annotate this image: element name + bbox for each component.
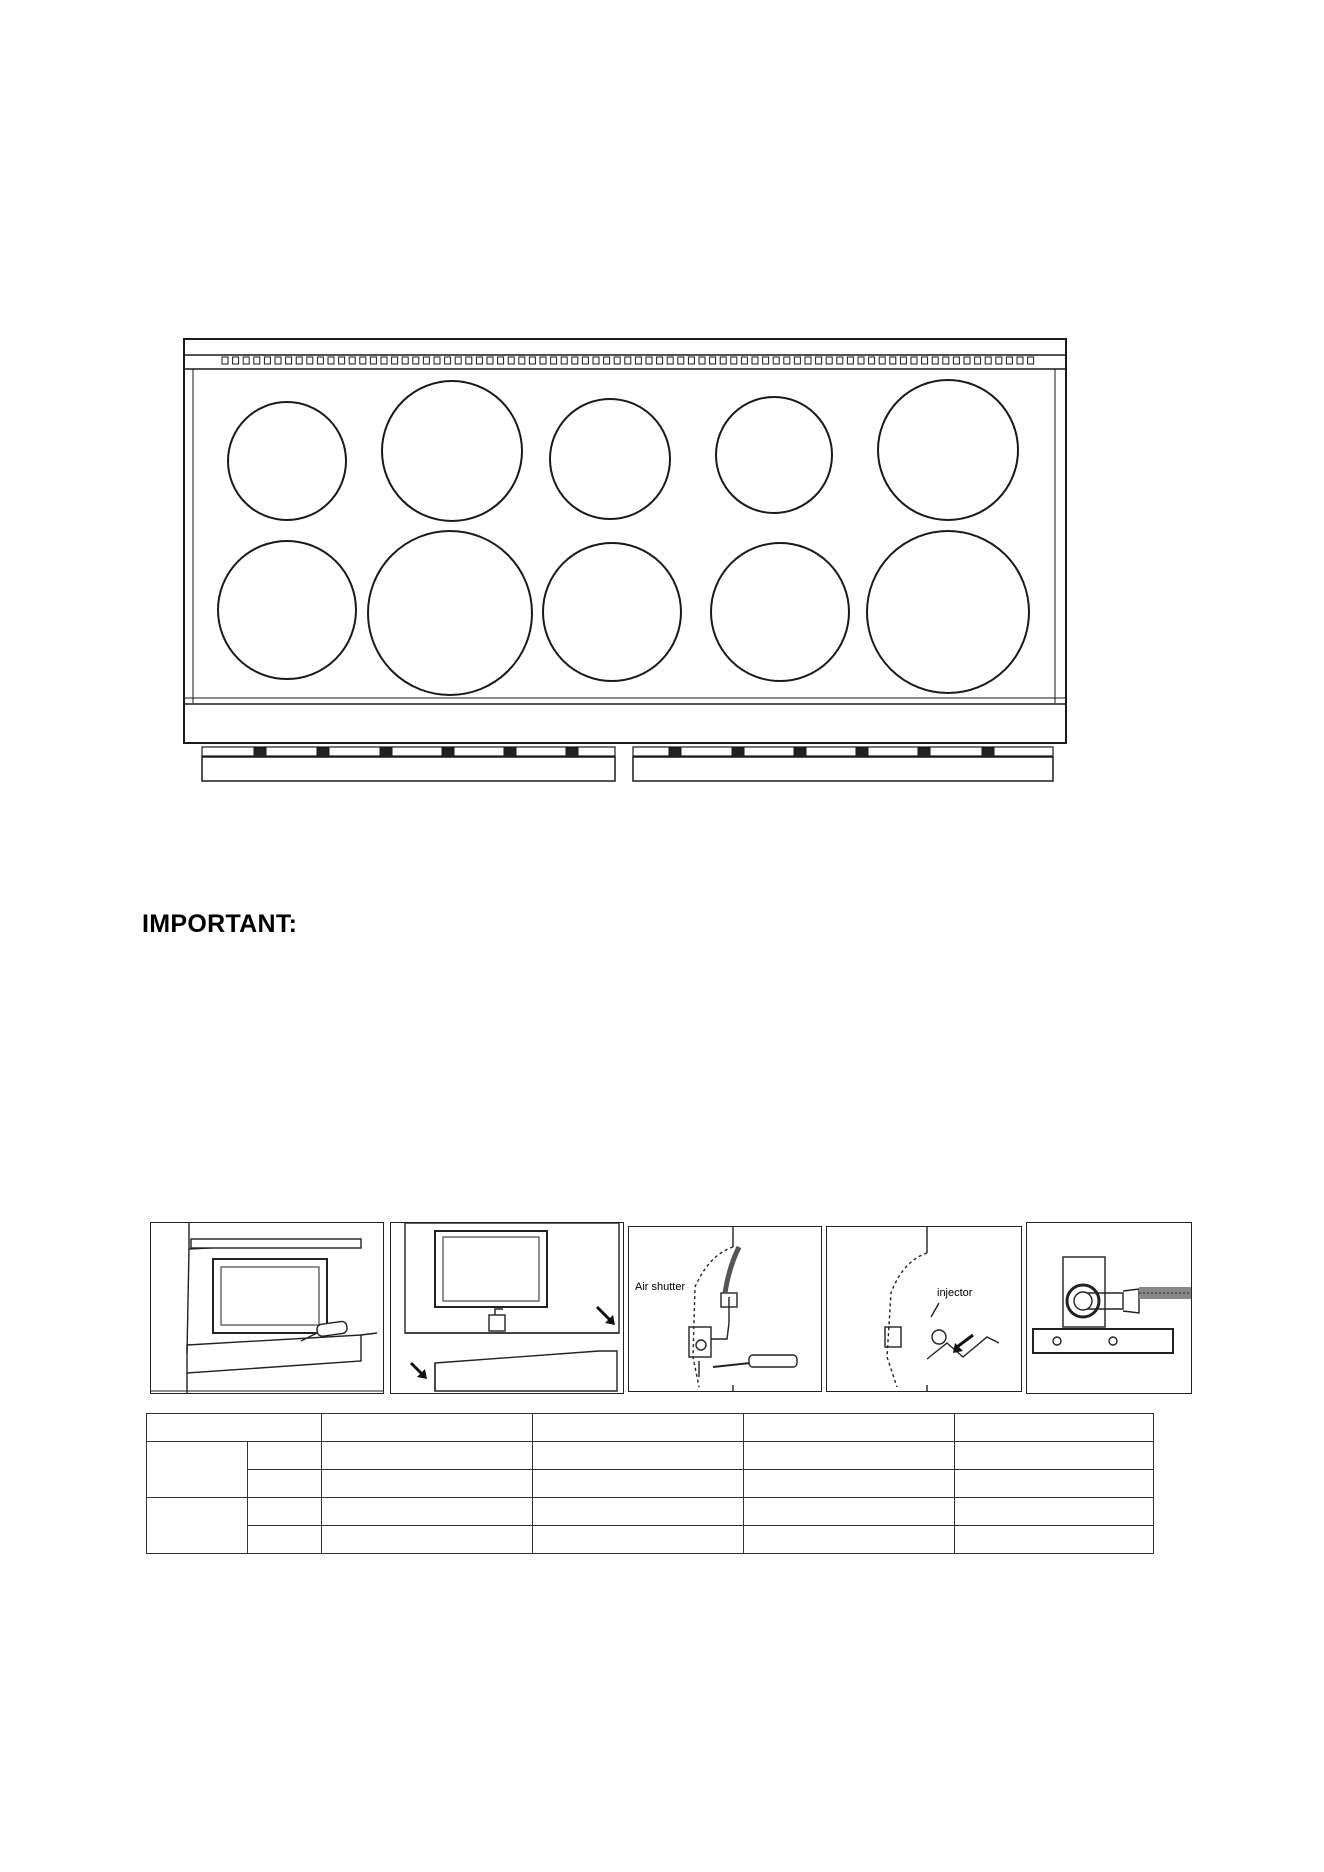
vent-slot xyxy=(222,357,228,364)
step-panel-air-shutter xyxy=(628,1226,822,1392)
table-cell xyxy=(955,1470,1154,1498)
table-row xyxy=(147,1526,1154,1554)
vent-slot xyxy=(349,357,355,364)
vent-slot xyxy=(869,357,875,364)
vent-slot xyxy=(328,357,334,364)
vent-slot xyxy=(604,357,610,364)
vent-slot xyxy=(498,357,504,364)
vent-slot xyxy=(964,357,970,364)
vent-slot xyxy=(625,357,631,364)
table-cell xyxy=(955,1414,1154,1442)
table-cell xyxy=(744,1442,955,1470)
vent-slot xyxy=(445,357,451,364)
burner-circle xyxy=(218,541,356,679)
vent-slot xyxy=(847,357,853,364)
vent-slot xyxy=(688,357,694,364)
vent-slot xyxy=(890,357,896,364)
table-cell xyxy=(744,1470,955,1498)
vent-slot xyxy=(678,357,684,364)
burner-circle xyxy=(711,543,849,681)
vent-slot xyxy=(466,357,472,364)
vent-slot xyxy=(434,357,440,364)
table-cell xyxy=(248,1526,322,1554)
vent-slot xyxy=(826,357,832,364)
knob xyxy=(794,748,806,757)
vent-slot xyxy=(413,357,419,364)
vent-slot xyxy=(720,357,726,364)
vent-slot xyxy=(296,357,302,364)
vent-slot xyxy=(996,357,1002,364)
knob xyxy=(317,748,329,757)
knob xyxy=(504,748,516,757)
table-row xyxy=(147,1442,1154,1470)
vent-slot xyxy=(243,357,249,364)
vent-slot xyxy=(794,357,800,364)
vent-slot xyxy=(614,357,620,364)
vent-slot xyxy=(731,357,737,364)
burner-circle xyxy=(228,402,346,520)
table-cell xyxy=(955,1526,1154,1554)
table-cell xyxy=(533,1470,744,1498)
vent-slot xyxy=(540,357,546,364)
vent-slot xyxy=(635,357,641,364)
vent-slot xyxy=(582,357,588,364)
table-cell xyxy=(533,1414,744,1442)
table-cell xyxy=(533,1526,744,1554)
table-cell xyxy=(322,1498,533,1526)
vent-slot xyxy=(360,357,366,364)
vent-slot xyxy=(985,357,991,364)
vent-slot xyxy=(879,357,885,364)
vent-slot xyxy=(402,357,408,364)
vent-slot xyxy=(657,357,663,364)
table-cell xyxy=(955,1498,1154,1526)
table-cell xyxy=(744,1498,955,1526)
step-panel-drawer-screw xyxy=(150,1222,384,1394)
table-cell xyxy=(322,1442,533,1470)
table-cell xyxy=(322,1414,533,1442)
vent-slot xyxy=(932,357,938,364)
burner-circle xyxy=(867,531,1029,693)
burner-circle xyxy=(382,381,522,521)
vent-slot xyxy=(233,357,239,364)
vent-slot xyxy=(805,357,811,364)
vent-slot xyxy=(858,357,864,364)
injector-label: injector xyxy=(937,1287,973,1299)
table-cell xyxy=(322,1470,533,1498)
burner-circle xyxy=(368,531,532,695)
vent-slot xyxy=(455,357,461,364)
vent-slot xyxy=(370,357,376,364)
vent-slot xyxy=(392,357,398,364)
vent-slot xyxy=(381,357,387,364)
vent-slot xyxy=(943,357,949,364)
table-row xyxy=(147,1470,1154,1498)
vent-slot xyxy=(699,357,705,364)
step-panel-drawer-removal xyxy=(390,1222,624,1394)
knob xyxy=(669,748,681,757)
vent-slot xyxy=(752,357,758,364)
vent-slot xyxy=(508,357,514,364)
vent-slot xyxy=(307,357,313,364)
table-cell xyxy=(533,1498,744,1526)
knob xyxy=(982,748,994,757)
vent-slot xyxy=(264,357,270,364)
vent-slot xyxy=(741,357,747,364)
vent-slot xyxy=(911,357,917,364)
table-cell xyxy=(147,1442,248,1498)
vent-slot xyxy=(551,357,557,364)
vent-slot xyxy=(286,357,292,364)
knob xyxy=(442,748,454,757)
table-cell xyxy=(248,1498,322,1526)
knob xyxy=(566,748,578,757)
table-cell xyxy=(955,1442,1154,1470)
vent-slot xyxy=(593,357,599,364)
vent-slot xyxy=(572,357,578,364)
vent-slot xyxy=(784,357,790,364)
vent-slot xyxy=(529,357,535,364)
burner-circle xyxy=(716,397,832,513)
vent-slot xyxy=(773,357,779,364)
knob xyxy=(254,748,266,757)
knob xyxy=(732,748,744,757)
table-cell xyxy=(147,1414,322,1442)
step-panel-gas-connection xyxy=(1026,1222,1192,1394)
burner-circle xyxy=(878,380,1018,520)
vent-slot xyxy=(763,357,769,364)
table-row xyxy=(147,1414,1154,1442)
vent-slot xyxy=(561,357,567,364)
table-cell xyxy=(322,1526,533,1554)
step-panel-injector xyxy=(826,1226,1022,1392)
vent-slot-row xyxy=(222,357,1034,364)
table-cell xyxy=(248,1442,322,1470)
table-cell xyxy=(744,1414,955,1442)
vent-slot xyxy=(1028,357,1034,364)
table-cell xyxy=(533,1442,744,1470)
vent-slot xyxy=(667,357,673,364)
table-cell xyxy=(744,1526,955,1554)
vent-slot xyxy=(710,357,716,364)
table-cell xyxy=(147,1498,248,1554)
air-shutter-label: Air shutter xyxy=(635,1281,686,1293)
vent-slot xyxy=(646,357,652,364)
table-row xyxy=(147,1498,1154,1526)
important-heading: IMPORTANT: xyxy=(142,910,298,938)
vent-slot xyxy=(476,357,482,364)
burner-circle xyxy=(543,543,681,681)
vent-slot xyxy=(254,357,260,364)
vent-slot xyxy=(900,357,906,364)
vent-slot xyxy=(487,357,493,364)
knob xyxy=(918,748,930,757)
spec-table xyxy=(146,1413,1154,1554)
vent-slot xyxy=(275,357,281,364)
table-cell xyxy=(248,1470,322,1498)
knob xyxy=(856,748,868,757)
vent-slot xyxy=(837,357,843,364)
vent-slot xyxy=(816,357,822,364)
range-top-illustration xyxy=(0,0,1324,800)
vent-slot xyxy=(953,357,959,364)
vent-slot xyxy=(1006,357,1012,364)
vent-slot xyxy=(975,357,981,364)
vent-slot xyxy=(339,357,345,364)
vent-slot xyxy=(423,357,429,364)
knob xyxy=(380,748,392,757)
vent-slot xyxy=(1017,357,1023,364)
vent-slot xyxy=(922,357,928,364)
vent-slot xyxy=(519,357,525,364)
burner-circle xyxy=(550,399,670,519)
vent-slot xyxy=(317,357,323,364)
